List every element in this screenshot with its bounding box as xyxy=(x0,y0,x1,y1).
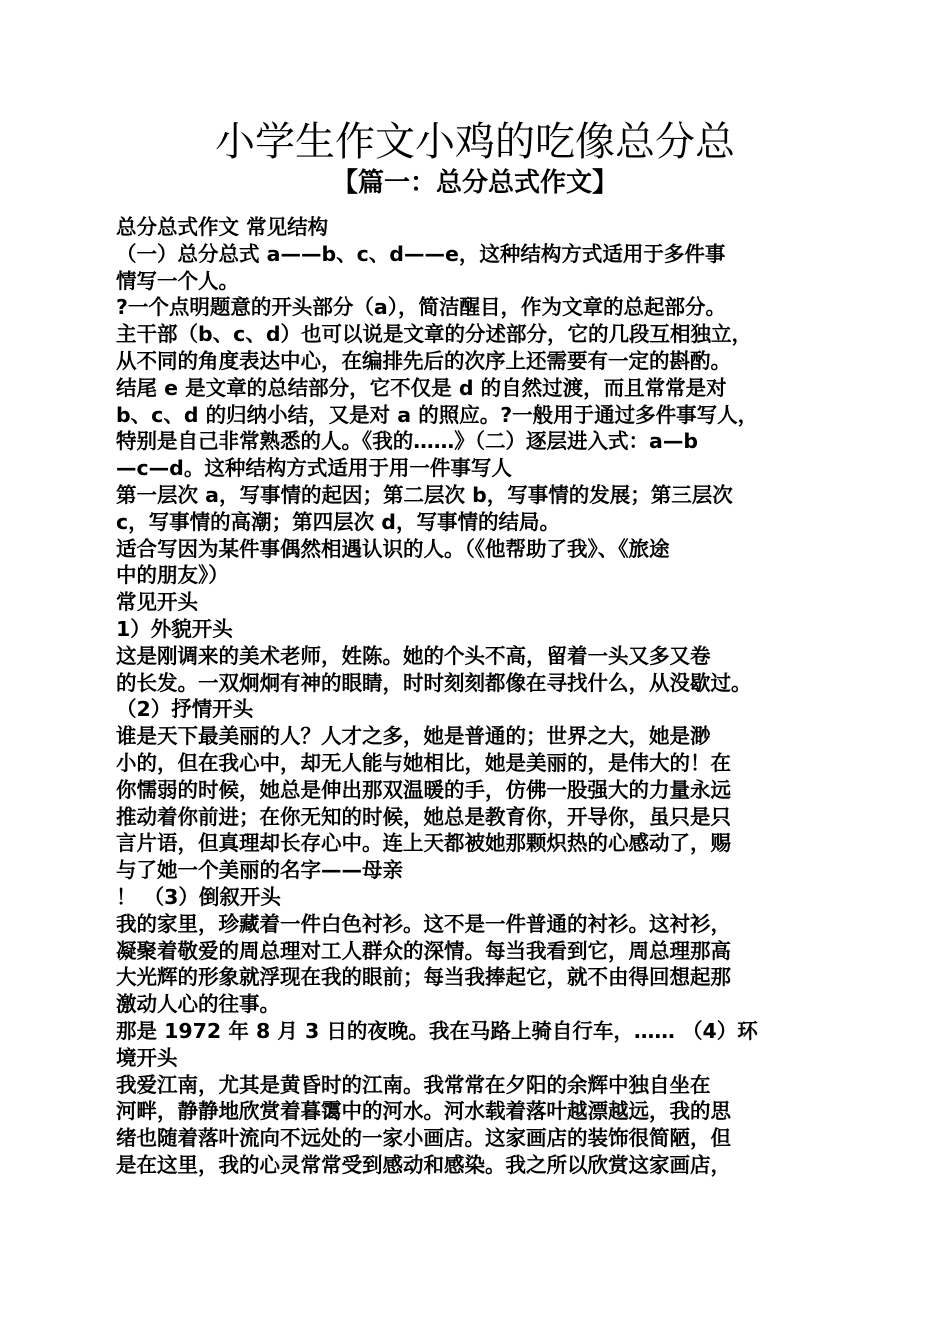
body-line: 常见开头 xyxy=(116,590,198,615)
body-line: 激动人心的往事。 xyxy=(116,992,280,1017)
body-line: 的长发。一双炯炯有神的眼睛，时时刻刻都像在寻找什么，从没歇过。 xyxy=(116,670,752,695)
body-line: 境开头 xyxy=(116,1045,178,1070)
body-line: （2）抒情开头 xyxy=(116,697,254,722)
body-line: ！ （3）倒叙开头 xyxy=(116,884,281,909)
body-line: —c—d。这种结构方式适用于用一件事写人 xyxy=(116,456,512,481)
body-line: 凝聚着敬爱的周总理对工人群众的深情。每当我看到它，周总理那高 xyxy=(116,938,731,963)
body-line: 河畔，静静地欣赏着暮霭中的河水。河水载着落叶越漂越远，我的思 xyxy=(116,1099,731,1124)
body-line: 中的朋友》） xyxy=(116,563,229,588)
body-line: 你懦弱的时候，她总是伸出那双温暖的手，仿佛一股强大的力量永远 xyxy=(116,777,731,802)
document-body xyxy=(116,214,841,1179)
body-line: 与了她一个美丽的名字——母亲 xyxy=(116,858,403,883)
document-title: 小学生作文小鸡的吃像总分总 xyxy=(215,119,735,165)
body-line: 言片语，但真理却长存心中。连上天都被她那颗炽热的心感动了，赐 xyxy=(116,831,731,856)
body-line: 特别是自己非常熟悉的人。《我的……》（二）逐层进入式：a—b xyxy=(116,429,699,454)
body-line: 大光辉的形象就浮现在我的眼前；每当我捧起它，就不由得回想起那 xyxy=(116,965,731,990)
body-line: 总分总式作文 常见结构 xyxy=(116,215,329,239)
body-line: 主干部（b、c、d）也可以说是文章的分述部分，它的几段互相独立， xyxy=(116,322,752,347)
body-line: 情写一个人。 xyxy=(116,268,239,293)
body-line: 小的，但在我心中，却无人能与她相比，她是美丽的，是伟大的！在 xyxy=(116,750,731,775)
body-line: 我的家里，珍藏着一件白色衬衫。这不是一件普通的衬衫。这衬衫， xyxy=(116,911,731,936)
body-line: 这是刚调来的美术老师，姓陈。她的个头不高，留着一头又多又卷 xyxy=(116,643,711,668)
body-line: 那是 1972 年 8 月 3 日的夜晚。我在马路上骑自行车，…… （4）环 xyxy=(116,1018,758,1043)
body-line: c，写事情的高潮；第四层次 d，写事情的结局。 xyxy=(116,509,560,534)
body-line: 是在这里，我的心灵常常受到感动和感染。我之所以欣赏这家画店， xyxy=(116,1152,731,1177)
body-line: 1）外貌开头 xyxy=(116,616,233,641)
body-line: ?一个点明题意的开头部分（a），简洁醒目，作为文章的总起部分。 xyxy=(116,295,726,320)
document-subtitle: 【篇一：总分总式作文】 xyxy=(331,168,618,198)
body-line: 结尾 e 是文章的总结部分，它不仅是 d 的自然过渡，而且常常是对 xyxy=(116,375,727,400)
body-line: 第一层次 a，写事情的起因；第二层次 b，写事情的发展；第三层次 xyxy=(116,482,733,507)
body-line: （一）总分总式 a——b、c、d——e，这种结构方式适用于多件事 xyxy=(116,241,726,266)
body-line: 适合写因为某件事偶然相遇认识的人。（《他帮助了我》、《旅途 xyxy=(116,536,670,561)
body-line: 从不同的角度表达中心，在编排先后的次序上还需要有一定的斟酌。 xyxy=(116,348,731,373)
body-line: 推动着你前进；在你无知的时候，她总是教育你，开导你，虽只是只 xyxy=(116,804,731,829)
body-line: 谁是天下最美丽的人？人才之多，她是普通的；世界之大，她是渺 xyxy=(116,724,711,749)
body-line: 绪也随着落叶流向不远处的一家小画店。这家画店的装饰很简陋，但 xyxy=(116,1126,731,1151)
body-line: 我爱江南，尤其是黄昏时的江南。我常常在夕阳的余辉中独自坐在 xyxy=(116,1072,711,1097)
body-line: b、c、d 的归纳小结，又是对 a 的照应。?一般用于通过多件事写人， xyxy=(116,402,759,427)
